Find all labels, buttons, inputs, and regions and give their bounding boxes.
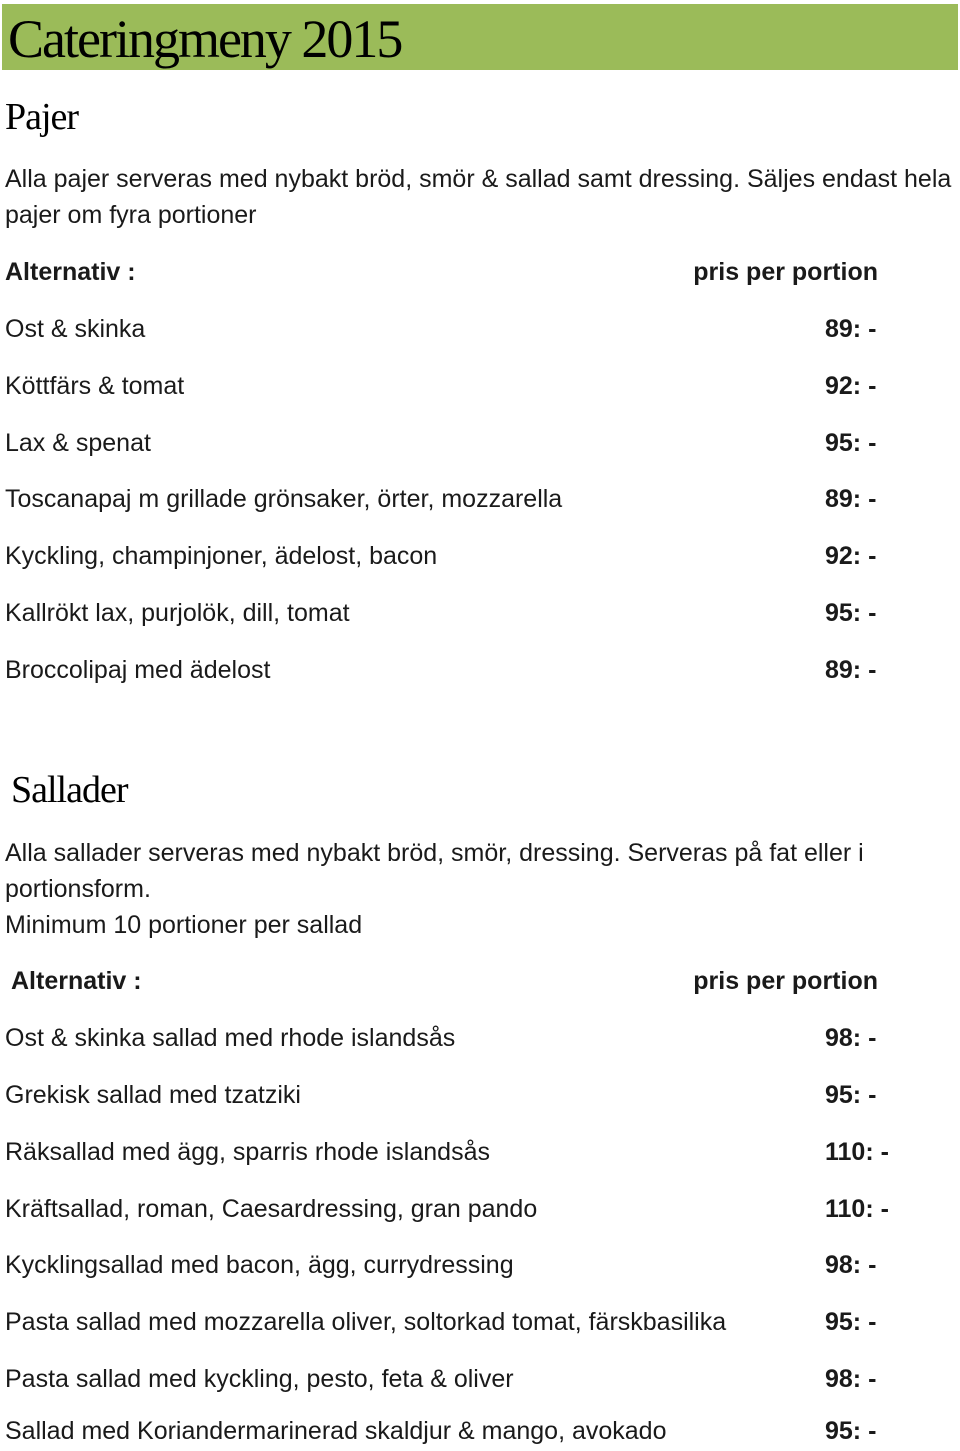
menu-item bbox=[0, 595, 960, 631]
menu-item bbox=[0, 1361, 960, 1397]
item-name: Sallad med Koriandermarinerad skaldjur & mango, avokado bbox=[5, 1417, 667, 1445]
pajer-column-header bbox=[0, 254, 960, 290]
item-price: 89: - bbox=[825, 485, 877, 513]
item-price: 95: - bbox=[825, 599, 877, 627]
item-price: 95: - bbox=[825, 1081, 877, 1109]
item-price: 98: - bbox=[825, 1251, 877, 1279]
sallader-col-price: pris per portion bbox=[693, 967, 878, 995]
item-price: 95: - bbox=[825, 429, 877, 457]
menu-item bbox=[0, 1134, 960, 1170]
menu-item bbox=[0, 1413, 960, 1449]
menu-item bbox=[0, 652, 960, 688]
item-name: Pasta sallad med kyckling, pesto, feta & oliver bbox=[5, 1365, 514, 1393]
item-price: 110: - bbox=[825, 1195, 889, 1223]
item-name: Ost & skinka bbox=[5, 315, 146, 343]
menu-item bbox=[0, 1304, 960, 1340]
menu-item bbox=[0, 368, 960, 404]
menu-item bbox=[0, 1077, 960, 1113]
item-name: Broccolipaj med ädelost bbox=[5, 656, 271, 684]
menu-item bbox=[0, 481, 960, 517]
item-price: 92: - bbox=[825, 542, 877, 570]
item-name: Kycklingsallad med bacon, ägg, currydressing bbox=[5, 1251, 514, 1279]
item-name: Ost & skinka sallad med rhode islandsås bbox=[5, 1024, 456, 1052]
sallader-minimum: Minimum 10 portioner per sallad bbox=[5, 911, 363, 939]
item-name: Köttfärs & tomat bbox=[5, 372, 185, 400]
pajer-col-alternativ: Alternativ : bbox=[5, 258, 136, 286]
item-price: 98: - bbox=[825, 1024, 877, 1052]
sallader-column-header bbox=[0, 963, 960, 999]
item-price: 89: - bbox=[825, 656, 877, 684]
sallader-col-alternativ: Alternativ : bbox=[11, 967, 142, 995]
item-price: 110: - bbox=[825, 1138, 889, 1166]
item-price: 92: - bbox=[825, 372, 877, 400]
item-price: 89: - bbox=[825, 315, 877, 343]
pajer-heading: Pajer bbox=[5, 96, 79, 138]
item-price: 98: - bbox=[825, 1365, 877, 1393]
item-name: Kyckling, champinjoner, ädelost, bacon bbox=[5, 542, 438, 570]
menu-item bbox=[0, 311, 960, 347]
item-name: Räksallad med ägg, sparris rhode islandsås bbox=[5, 1138, 490, 1166]
menu-item bbox=[0, 1020, 960, 1056]
item-price: 95: - bbox=[825, 1417, 877, 1445]
sallader-intro: Alla sallader serveras med nybakt bröd, smör, dressing. Serveras på fat eller i portionsform. bbox=[5, 839, 864, 903]
item-name: Grekisk sallad med tzatziki bbox=[5, 1081, 301, 1109]
menu-item bbox=[0, 1191, 960, 1227]
pajer-intro: Alla pajer serveras med nybakt bröd, smör & sallad samt dressing. Säljes endast hela pajer om fyra portioner bbox=[5, 165, 952, 229]
menu-item bbox=[0, 1247, 960, 1283]
item-name: Lax & spenat bbox=[5, 429, 151, 457]
pajer-col-price: pris per portion bbox=[693, 258, 878, 286]
item-name: Toscanapaj m grillade grönsaker, örter, mozzarella bbox=[5, 485, 563, 513]
item-name: Kallrökt lax, purjolök, dill, tomat bbox=[5, 599, 350, 627]
item-name: Pasta sallad med mozzarella oliver, soltorkad tomat, färskbasilika bbox=[5, 1308, 727, 1336]
page-title: Cateringmeny 2015 bbox=[8, 9, 402, 69]
item-price: 95: - bbox=[825, 1308, 877, 1336]
title-banner bbox=[2, 4, 958, 70]
menu-item bbox=[0, 538, 960, 574]
sallader-heading: Sallader bbox=[11, 769, 128, 811]
item-name: Kräftsallad, roman, Caesardressing, gran pando bbox=[5, 1195, 538, 1223]
menu-item bbox=[0, 425, 960, 461]
